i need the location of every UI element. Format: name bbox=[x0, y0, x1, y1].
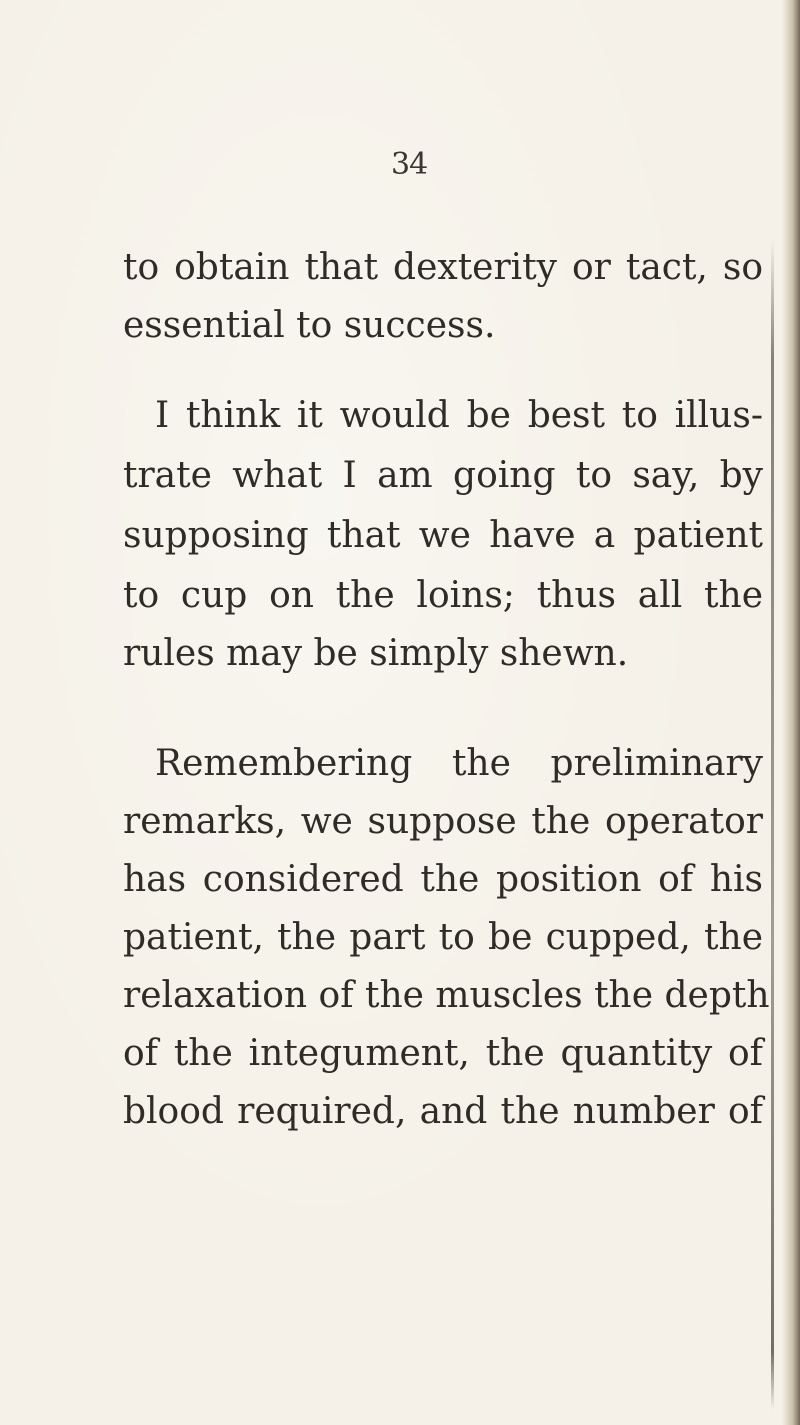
page-edge-shadow bbox=[782, 0, 800, 1425]
text-line: rules may be simply shewn. bbox=[123, 633, 629, 674]
text-line: remarks, we suppose the operator bbox=[123, 801, 763, 842]
text-line: Remembering the preliminary bbox=[155, 743, 763, 784]
text-line: I think it would be best to illus- bbox=[155, 395, 763, 436]
text-line: essential to success. bbox=[123, 305, 496, 346]
text-line: relaxation of the muscles the depth bbox=[123, 975, 770, 1016]
text-line: of the integument, the quantity of bbox=[123, 1033, 763, 1074]
text-line: blood required, and the number of bbox=[123, 1091, 763, 1132]
text-line: trate what I am going to say, by bbox=[123, 455, 763, 496]
text-line: patient, the part to be cupped, the bbox=[123, 917, 763, 958]
text-line: to cup on the loins; thus all the bbox=[123, 575, 763, 616]
page-number: 34 bbox=[391, 147, 428, 182]
text-line: has considered the position of his bbox=[123, 859, 763, 900]
text-line: supposing that we have a patient bbox=[123, 515, 763, 556]
text-line: to obtain that dexterity or tact, so bbox=[123, 247, 763, 288]
page-gutter-edge bbox=[771, 240, 774, 1410]
